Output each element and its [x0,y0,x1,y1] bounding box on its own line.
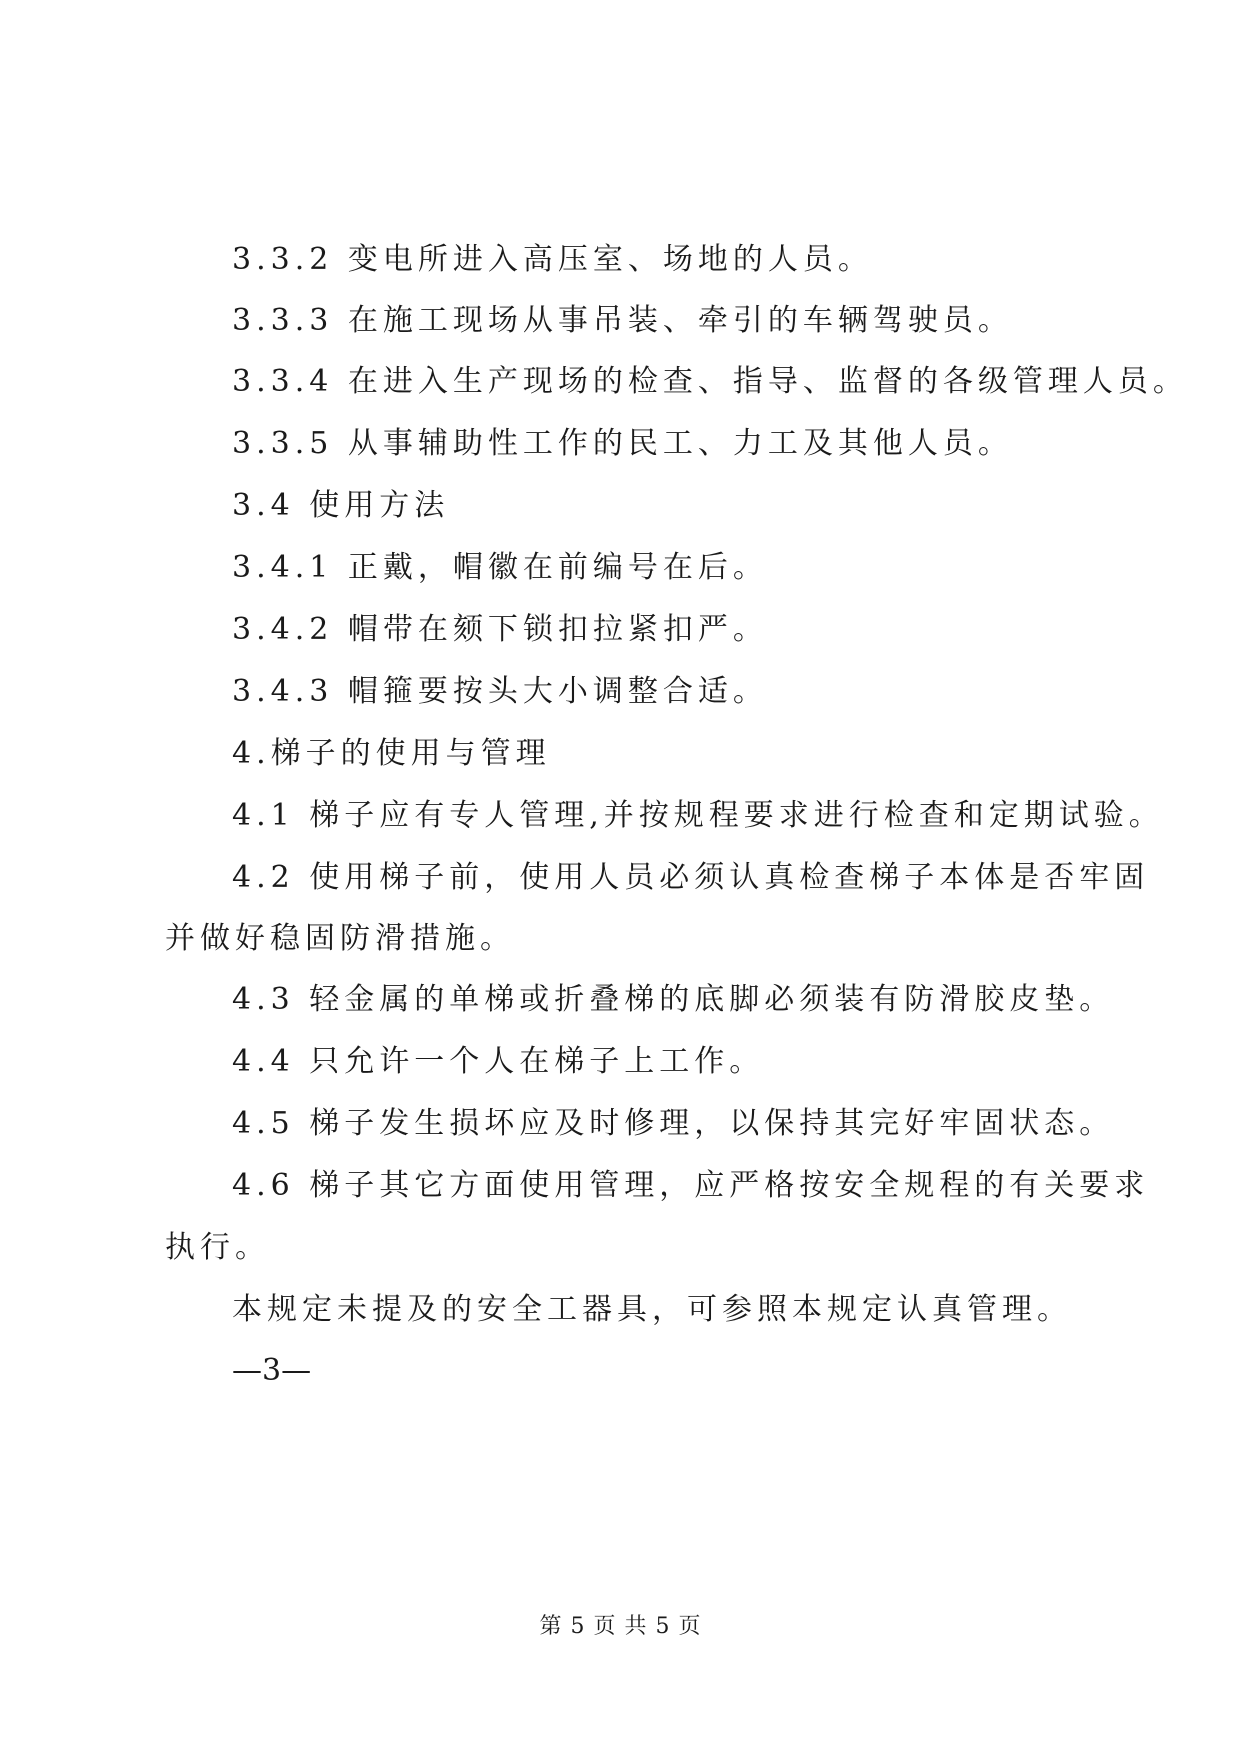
page-footer: 第 5 页 共 5 页 [539,1614,702,1639]
text-line-4-6-cont: 执行。 [165,1230,270,1265]
text-line-3-4-1: 3.4.1 正戴，帽徽在前编号在后。 [232,550,768,585]
heading-3-4: 3.4 使用方法 [232,488,450,523]
text-line-3-3-3: 3.3.3 在施工现场从事吊装、牵引的车辆驾驶员。 [232,303,1013,338]
text-line-3-3-2: 3.3.2 变电所进入高压室、场地的人员。 [232,242,873,277]
text-line-4-6: 4.6 梯子其它方面使用管理，应严格按安全规程的有关要求 [232,1168,1150,1203]
text-line-4-2: 4.2 使用梯子前，使用人员必须认真检查梯子本体是否牢固 [232,860,1150,895]
page-mark: —3— [232,1353,312,1388]
text-line-closing: 本规定未提及的安全工器具，可参照本规定认真管理。 [232,1292,1072,1327]
text-line-4-5: 4.5 梯子发生损坏应及时修理，以保持其完好牢固状态。 [232,1106,1115,1141]
text-line-4-1: 4.1 梯子应有专人管理,并按规程要求进行检查和定期试验。 [232,798,1164,833]
text-line-3-3-4: 3.3.4 在进入生产现场的检查、指导、监督的各级管理人员。 [232,364,1188,399]
text-line-3-4-2: 3.4.2 帽带在颏下锁扣拉紧扣严。 [232,612,768,647]
text-line-4-2-cont: 并做好稳固防滑措施。 [165,921,515,956]
text-line-3-4-3: 3.4.3 帽箍要按头大小调整合适。 [232,674,768,709]
text-line-4-4: 4.4 只允许一个人在梯子上工作。 [232,1044,765,1079]
text-line-4-3: 4.3 轻金属的单梯或折叠梯的底脚必须装有防滑胶皮垫。 [232,982,1115,1017]
text-line-3-3-5: 3.3.5 从事辅助性工作的民工、力工及其他人员。 [232,426,1013,461]
heading-4: 4.梯子的使用与管理 [232,736,551,771]
